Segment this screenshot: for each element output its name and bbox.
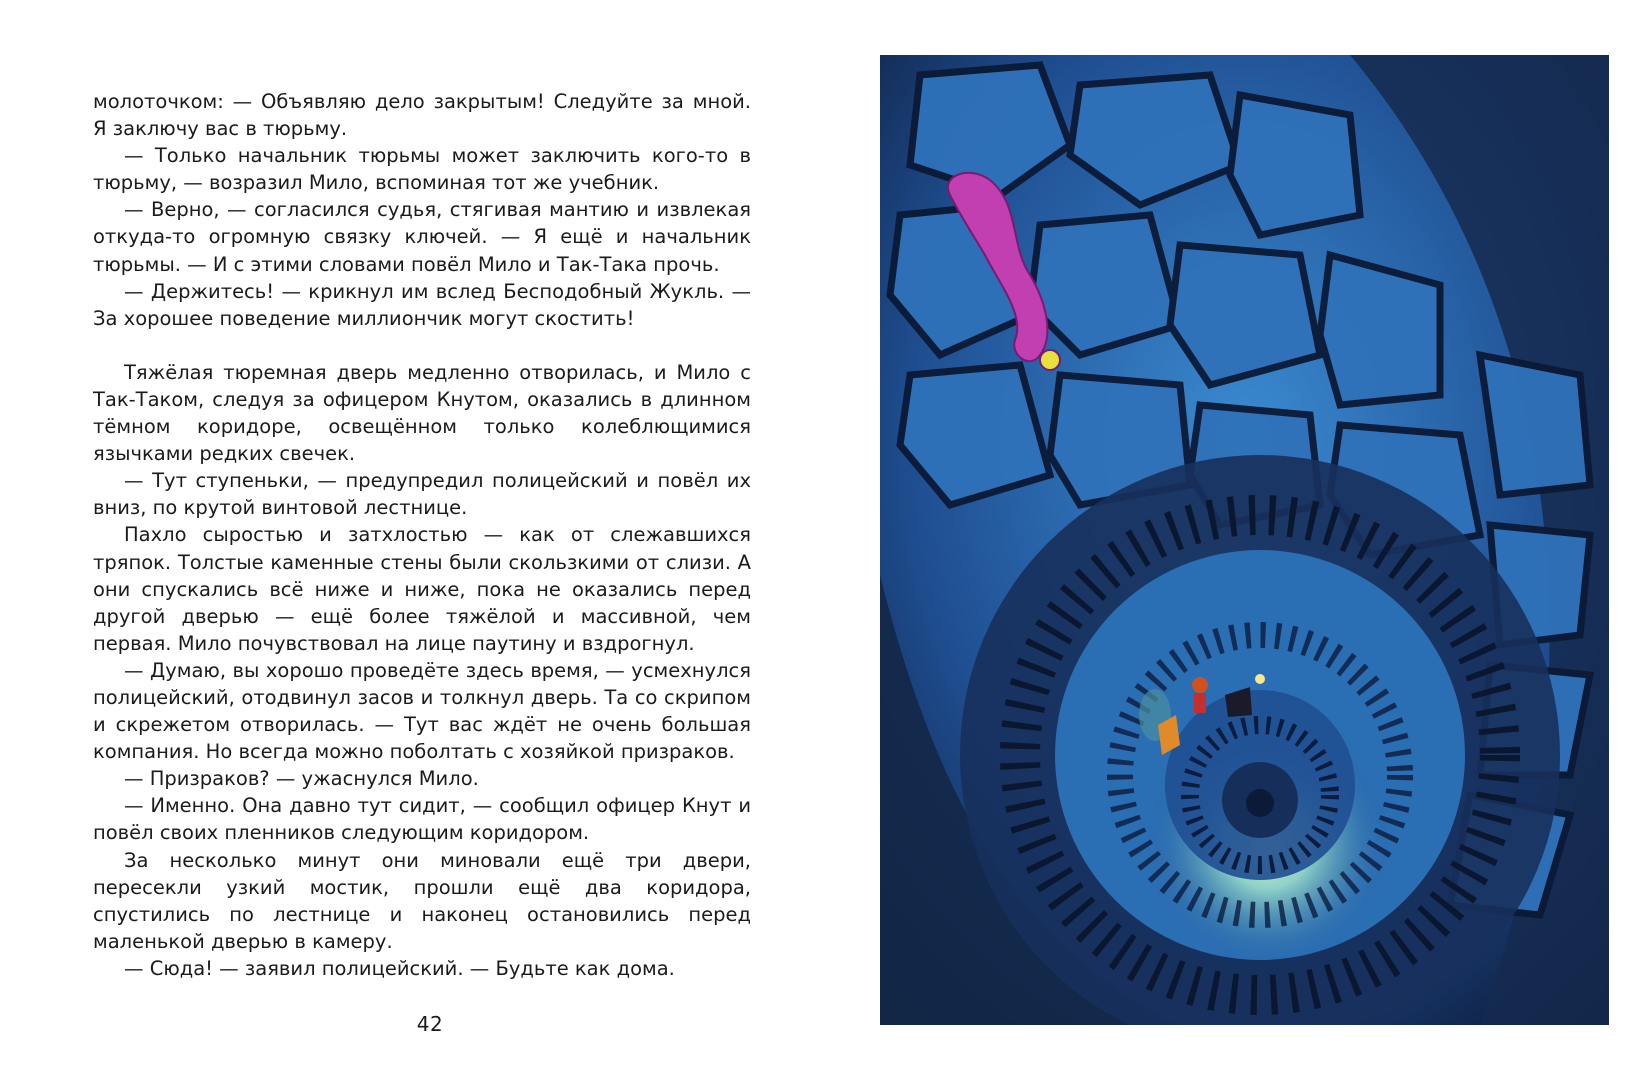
paragraph: Тяжёлая тюремная дверь медленно отворилась, и Мило с Так-Таком, следуя за офицером Кнутом, оказались в длинном тёмном коридоре, освещённом только колеблющимися язычками редких свечек.	[93, 360, 751, 466]
paragraph: — Только начальник тюрьмы может заключить кого-то в тюрьму, — возразил Мило, вспоминая тот же учебник.	[93, 144, 751, 195]
page-number: 42	[416, 1012, 444, 1036]
paragraph: молоточком: — Объявляю дело закрытым! Следуйте за мной. Я заключу вас в тюрьму.	[93, 90, 751, 141]
paragraph: Пахло сыростью и затхлостью — как от слежавшихся тряпок. Толстые каменные стены были скользкими от слизи. А они спускались всё ниже и ниже, пока не оказались перед другой дверью — ещё более тяжёлой и массивной, чем первая. Мило почувствовал на лице паутину и вздрогнул.	[93, 523, 751, 655]
section-break	[93, 332, 751, 359]
paragraph: За несколько минут они миновали ещё три двери, пересекли узкий мостик, прошли ещё два коридора, спустились по лестнице и наконец остановились перед маленькой дверью в камеру.	[93, 848, 751, 953]
page-text	[93, 88, 751, 982]
illustration-canvas	[880, 55, 1609, 1025]
paragraph: — Думаю, вы хорошо проведёте здесь время, — усмехнулся полицейский, отодвинул засов и толкнул дверь. Та со скрипом и скрежетом отворилась. — Тут вас ждёт не очень большая компания. Но всегда можно поболтать с хозяйкой призраков.	[93, 658, 751, 764]
paragraph: — Тут ступеньки, — предупредил полицейский и повёл их вниз, по крутой винтовой лестнице.	[93, 469, 751, 520]
paragraph: — Сюда! — заявил полицейский. — Будьте как дома.	[124, 956, 675, 980]
paragraph: — Держитесь! — крикнул им вслед Бесподобный Жукль. — За хорошее поведение миллиончик могут скостить!	[93, 279, 751, 330]
paragraph: — Призраков? — ужаснулся Мило.	[124, 767, 479, 791]
paragraph: — Верно, — согласился судья, стягивая мантию и извлекая откуда-то огромную связку ключей. — Я ещё и начальник тюрьмы. — И с этими словами повёл Мило и Так-Така прочь.	[93, 198, 751, 276]
paragraph: — Именно. Она давно тут сидит, — сообщил офицер Кнут и повёл своих пленников следующим коридором.	[93, 794, 751, 845]
spiral-staircase-illustration	[880, 55, 1609, 1025]
